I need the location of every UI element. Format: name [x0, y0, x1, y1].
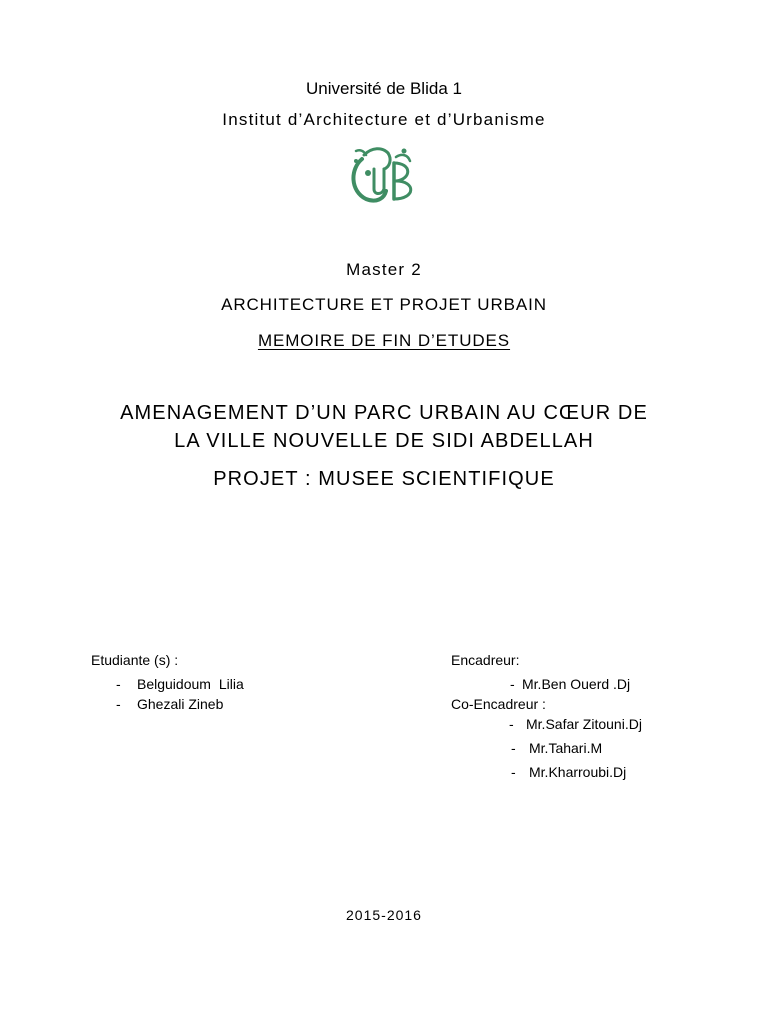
co-supervisor-label: Co-Encadreur : — [451, 696, 546, 712]
list-bullet: - — [116, 676, 121, 692]
academic-year: 2015-2016 — [346, 907, 422, 923]
degree-specialty: ARCHITECTURE ET PROJET URBAIN — [221, 295, 547, 314]
document-type: MEMOIRE DE FIN D’ETUDES — [257, 331, 511, 350]
project-title: PROJET : MUSEE SCIENTIFIQUE — [213, 468, 555, 490]
institute-name: Institut d’Architecture et d’Urbanisme — [222, 110, 546, 129]
student-name: Ghezali Zineb — [137, 696, 224, 712]
list-bullet: - — [509, 716, 514, 732]
co-supervisor-name: Mr.Kharroubi.Dj — [529, 764, 627, 780]
list-bullet: - — [511, 740, 516, 756]
university-name: Université de Blida 1 — [306, 79, 462, 98]
student-name: Belguidoum Lilia — [137, 676, 244, 692]
thesis-title-line-2: LA VILLE NOUVELLE DE SIDI ABDELLAH — [174, 430, 594, 452]
students-label: Etudiante (s) : — [91, 652, 179, 668]
co-supervisor-name: Mr.Tahari.M — [529, 740, 603, 756]
list-bullet: - — [510, 676, 515, 692]
list-bullet: - — [511, 764, 516, 780]
supervisor-label: Encadreur: — [451, 652, 520, 668]
university-logo-icon — [344, 139, 422, 207]
degree-level: Master 2 — [346, 260, 422, 279]
co-supervisor-name: Mr.Safar Zitouni.Dj — [526, 716, 642, 732]
supervisor-name: Mr.Ben Ouerd .Dj — [522, 676, 631, 692]
thesis-title-line-1: AMENAGEMENT D’UN PARC URBAIN AU CŒUR DE — [120, 402, 648, 424]
list-bullet: - — [116, 696, 121, 712]
